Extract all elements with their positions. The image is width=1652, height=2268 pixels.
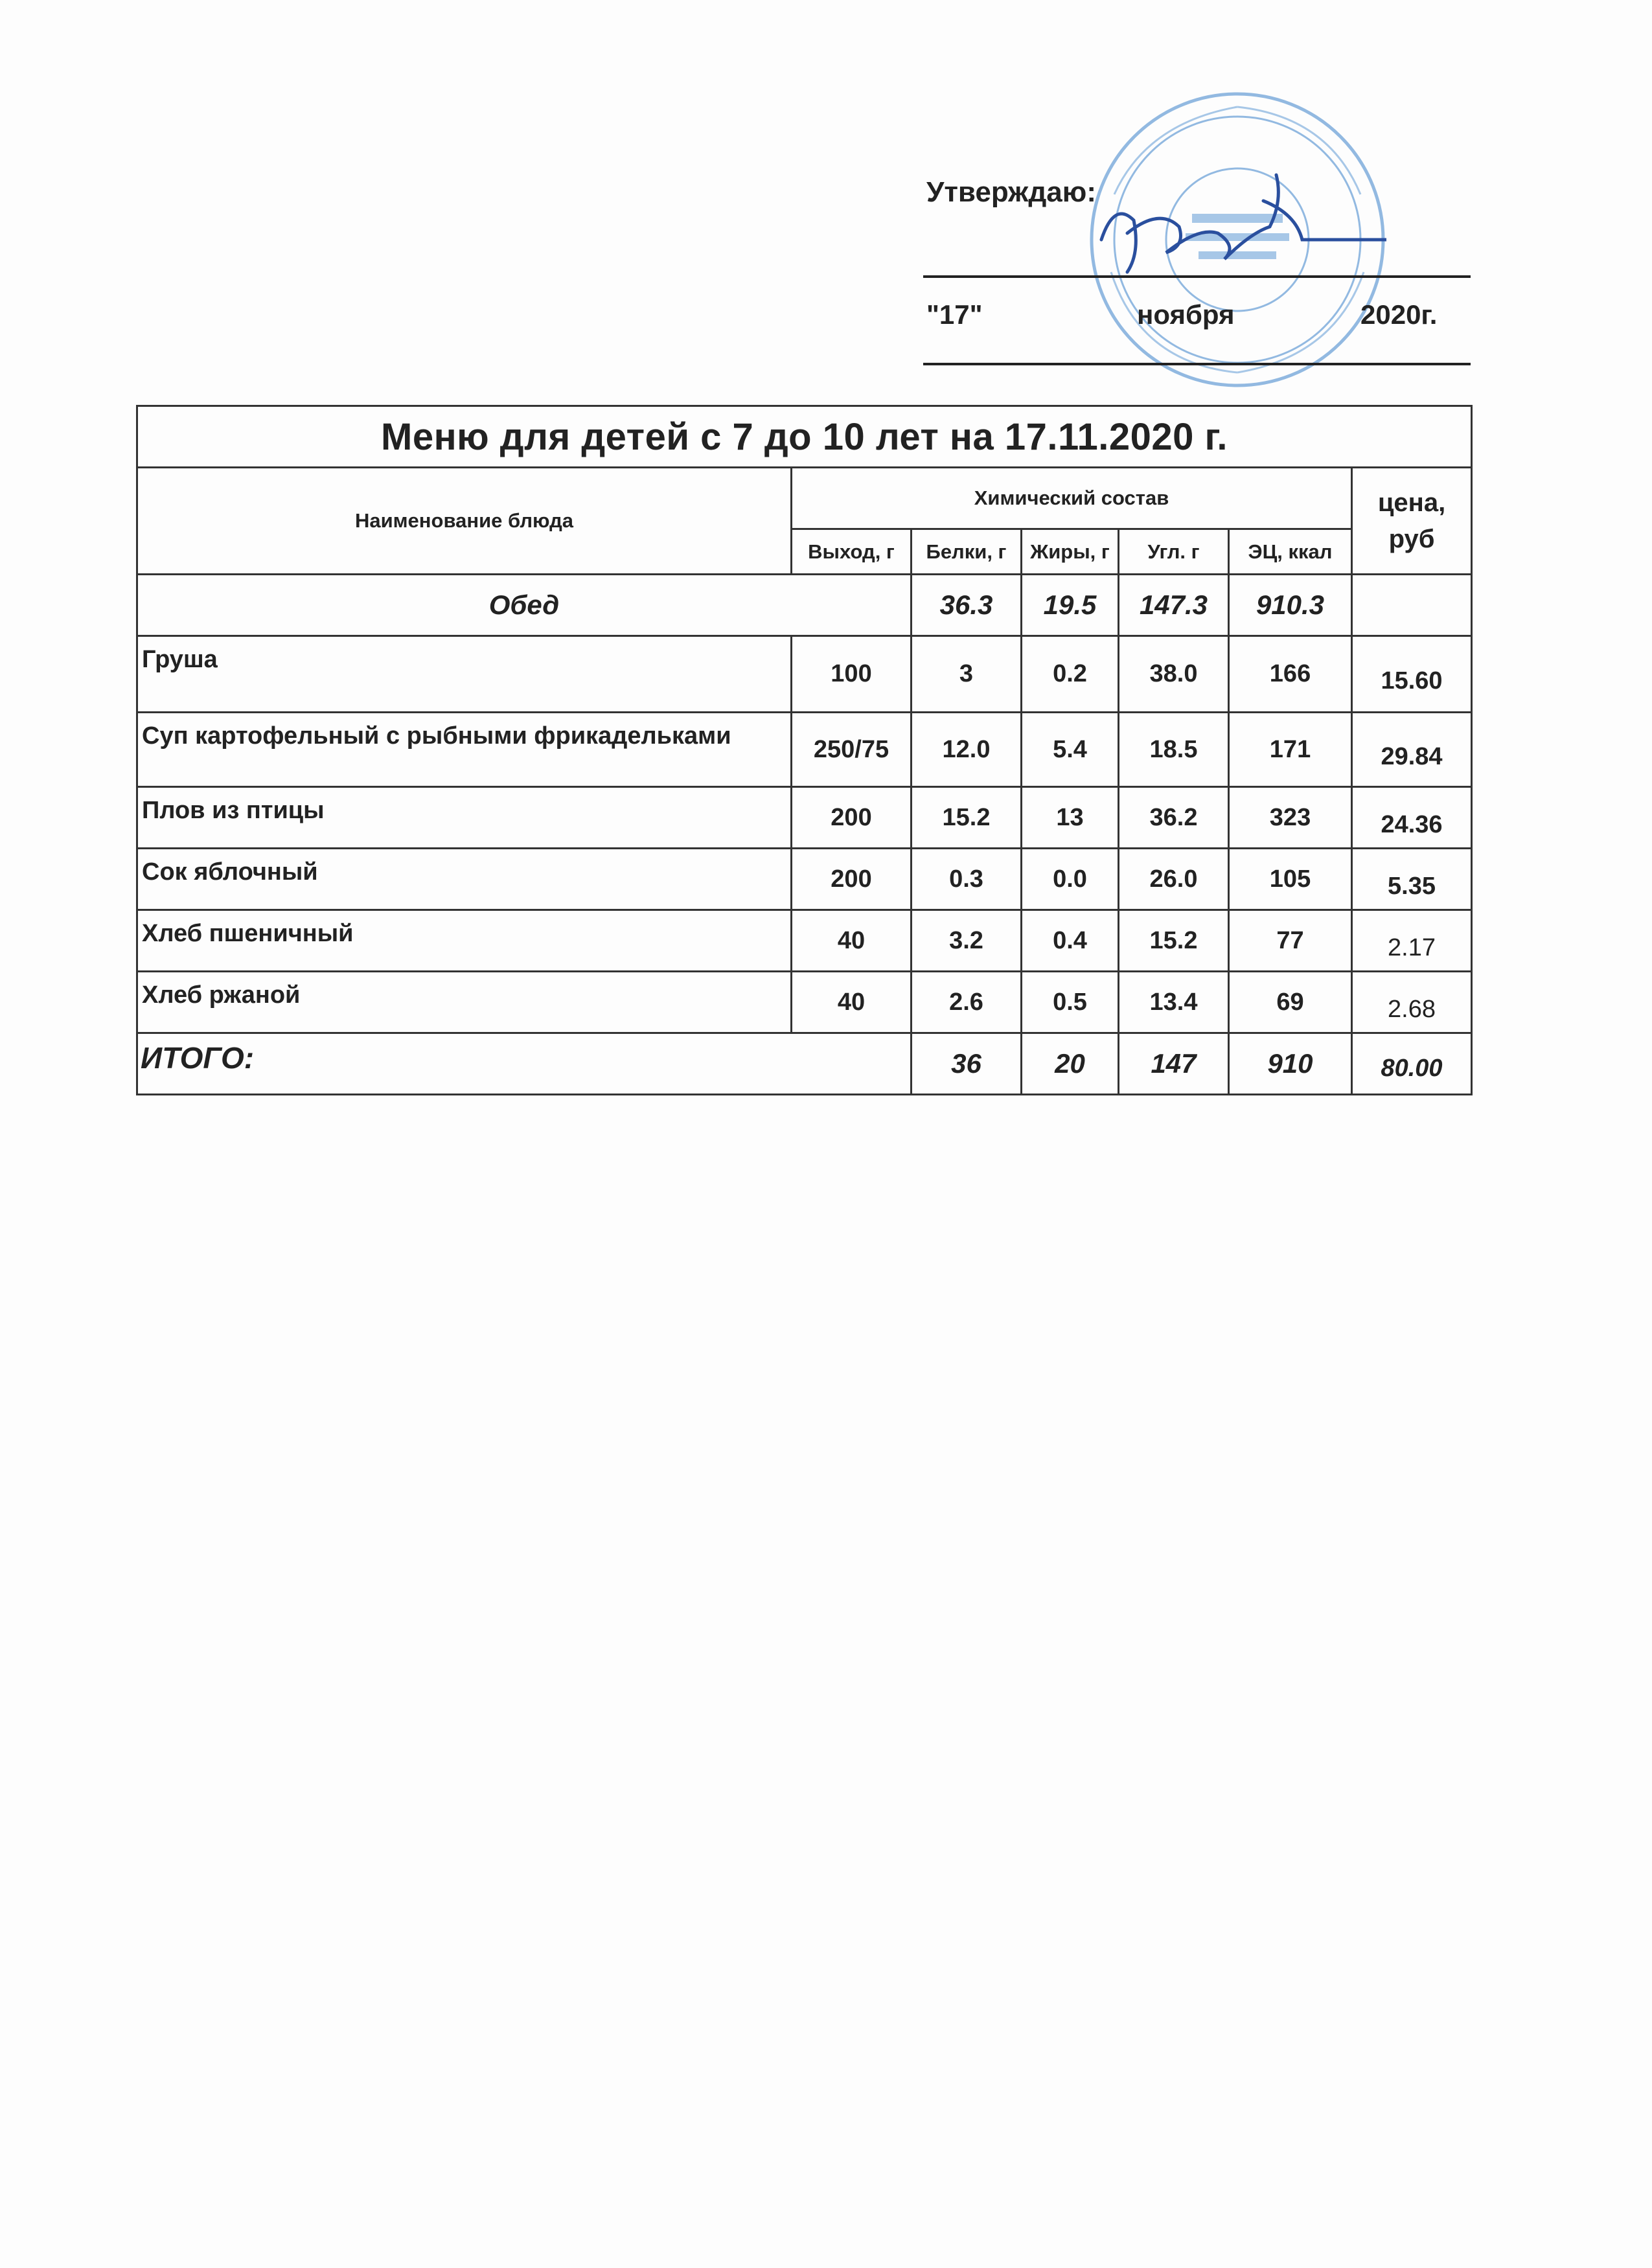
header-chemical-composition: Химический состав: [792, 468, 1352, 529]
dish-carbs: 38.0: [1119, 636, 1229, 713]
total-label: ИТОГО:: [137, 1033, 912, 1095]
table-row: [137, 713, 1472, 787]
section-row: [137, 575, 1472, 636]
approval-year: 2020г.: [1360, 299, 1438, 330]
dish-output: 200: [792, 849, 912, 910]
table-row: [137, 787, 1472, 849]
section-protein: 36.3: [912, 575, 1022, 636]
dish-price: 15.60: [1352, 636, 1472, 713]
menu-table: [136, 405, 1473, 1095]
header-protein: Белки, г: [912, 529, 1022, 575]
dish-price: 2.17: [1352, 910, 1472, 972]
dish-protein: 15.2: [912, 787, 1022, 849]
dish-energy: 105: [1229, 849, 1352, 910]
dish-energy: 77: [1229, 910, 1352, 972]
dish-name: Хлеб ржаной: [137, 972, 792, 1033]
dish-energy: 171: [1229, 713, 1352, 787]
section-label: Обед: [137, 575, 912, 636]
dish-carbs: 18.5: [1119, 713, 1229, 787]
total-price: 80.00: [1352, 1033, 1472, 1095]
signature-mark: [1088, 162, 1386, 292]
header-price: цена, руб: [1352, 468, 1472, 575]
dish-price: 24.36: [1352, 787, 1472, 849]
header-output: Выход, г: [792, 529, 912, 575]
section-carbs: 147.3: [1119, 575, 1229, 636]
approval-day: "17": [926, 299, 983, 330]
total-protein: 36: [912, 1033, 1022, 1095]
dish-carbs: 36.2: [1119, 787, 1229, 849]
header-carbs: Угл. г: [1119, 529, 1229, 575]
dish-energy: 323: [1229, 787, 1352, 849]
total-row: [137, 1033, 1472, 1095]
header-energy: ЭЦ, ккал: [1229, 529, 1352, 575]
dish-protein: 0.3: [912, 849, 1022, 910]
dish-fat: 0.5: [1022, 972, 1119, 1033]
section-fat: 19.5: [1022, 575, 1119, 636]
dish-protein: 2.6: [912, 972, 1022, 1033]
dish-name: Суп картофельный с рыбными фрикадельками: [137, 713, 792, 787]
dish-name: Сок яблочный: [137, 849, 792, 910]
dish-carbs: 15.2: [1119, 910, 1229, 972]
header-fat: Жиры, г: [1022, 529, 1119, 575]
table-row: [137, 972, 1472, 1033]
dish-protein: 3: [912, 636, 1022, 713]
dish-protein: 3.2: [912, 910, 1022, 972]
approval-signature-line: [923, 275, 1471, 278]
approval-date-line: [923, 363, 1471, 365]
total-carbs: 147: [1119, 1033, 1229, 1095]
dish-fat: 0.4: [1022, 910, 1119, 972]
dish-name: Плов из птицы: [137, 787, 792, 849]
dish-output: 250/75: [792, 713, 912, 787]
dish-price: 5.35: [1352, 849, 1472, 910]
dish-price: 2.68: [1352, 972, 1472, 1033]
dish-protein: 12.0: [912, 713, 1022, 787]
dish-output: 40: [792, 972, 912, 1033]
section-price-empty: [1352, 575, 1472, 636]
dish-price: 29.84: [1352, 713, 1472, 787]
dish-carbs: 13.4: [1119, 972, 1229, 1033]
dish-fat: 13: [1022, 787, 1119, 849]
total-fat: 20: [1022, 1033, 1119, 1095]
dish-fat: 0.0: [1022, 849, 1119, 910]
header-dish-name: Наименование блюда: [137, 468, 792, 575]
dish-name: Груша: [137, 636, 792, 713]
dish-energy: 166: [1229, 636, 1352, 713]
dish-carbs: 26.0: [1119, 849, 1229, 910]
dish-fat: 0.2: [1022, 636, 1119, 713]
menu-title: Меню для детей с 7 до 10 лет на 17.11.2020 г.: [137, 406, 1472, 468]
dish-output: 100: [792, 636, 912, 713]
table-row: [137, 910, 1472, 972]
dish-fat: 5.4: [1022, 713, 1119, 787]
section-energy: 910.3: [1229, 575, 1352, 636]
total-energy: 910: [1229, 1033, 1352, 1095]
approval-label: Утверждаю:: [926, 176, 1096, 208]
dish-output: 40: [792, 910, 912, 972]
dish-name: Хлеб пшеничный: [137, 910, 792, 972]
table-row: [137, 849, 1472, 910]
dish-energy: 69: [1229, 972, 1352, 1033]
table-row: [137, 636, 1472, 713]
approval-month: ноября: [1137, 299, 1235, 330]
dish-output: 200: [792, 787, 912, 849]
